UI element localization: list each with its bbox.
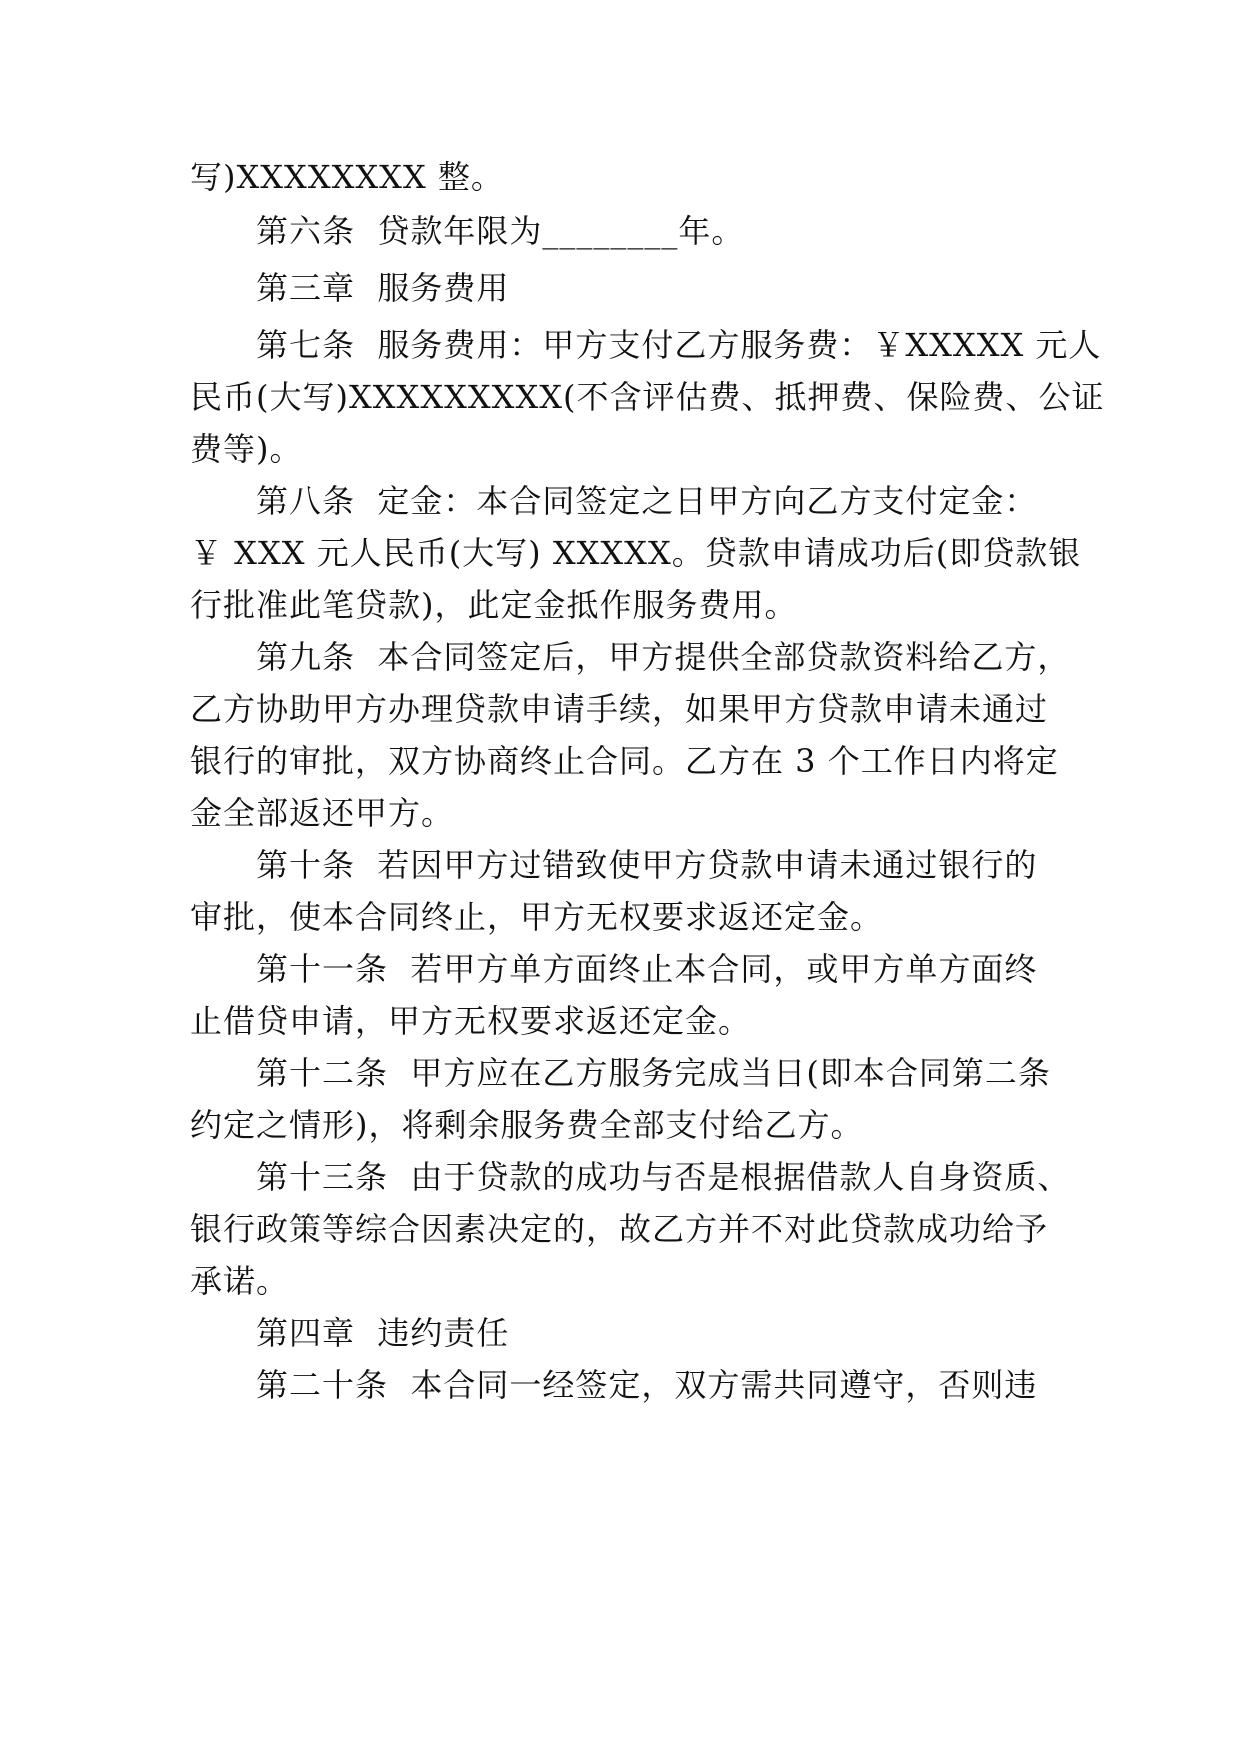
text-line: 承诺。 — [190, 1262, 290, 1300]
article-11-line: 第十一条 若甲方单方面终止本合同，或甲方单方面终 — [256, 950, 1038, 988]
text-line: ￥ XXX 元人民币(大写) XXXXX。贷款申请成功后(即贷款银 — [190, 534, 1082, 572]
text-line: 约定之情形)，将剩余服务费全部支付给乙方。 — [190, 1106, 864, 1144]
article-20-line: 第二十条 本合同一经签定，双方需共同遵守，否则违 — [256, 1366, 1038, 1404]
text-line: 银行政策等综合因素决定的，故乙方并不对此贷款成功给予 — [190, 1210, 1049, 1248]
article-10-line: 第十条 若因甲方过错致使甲方贷款申请未通过银行的 — [256, 846, 1038, 884]
text-line: 行批准此笔贷款)，此定金抵作服务费用。 — [190, 586, 798, 624]
text-line: 审批，使本合同终止，甲方无权要求返还定金。 — [190, 898, 884, 936]
text-line: 止借贷申请，甲方无权要求返还定金。 — [190, 1002, 752, 1040]
article-8-line: 第八条 定金：本合同签定之日甲方向乙方支付定金： — [256, 482, 1038, 520]
text-line: 银行的审批，双方协商终止合同。乙方在 3 个工作日内将定 — [190, 742, 1059, 780]
text-line: 乙方协助甲方办理贷款申请手续，如果甲方贷款申请未通过 — [190, 690, 1049, 728]
chapter-3-heading: 第三章 服务费用 — [256, 269, 510, 307]
article-13-line: 第十三条 由于贷款的成功与否是根据借款人自身资质、 — [256, 1158, 1071, 1196]
text-line: 费等)。 — [190, 430, 303, 468]
article-6-line: 第六条 贷款年限为________年。 — [256, 212, 745, 250]
text-line: 金全部返还甲方。 — [190, 794, 455, 832]
article-9-line: 第九条 本合同签定后，甲方提供全部贷款资料给乙方， — [256, 638, 1071, 676]
article-7-line: 第七条 服务费用：甲方支付乙方服务费：￥XXXXX 元人 — [256, 326, 1102, 364]
text-line: 民币(大写)XXXXXXXXX(不含评估费、抵押费、保险费、公证 — [190, 378, 1105, 416]
text-line: 写)XXXXXXXX 整。 — [190, 158, 504, 196]
article-12-line: 第十二条 甲方应在乙方服务完成当日(即本合同第二条 — [256, 1054, 1051, 1092]
chapter-4-heading: 第四章 违约责任 — [256, 1314, 510, 1352]
